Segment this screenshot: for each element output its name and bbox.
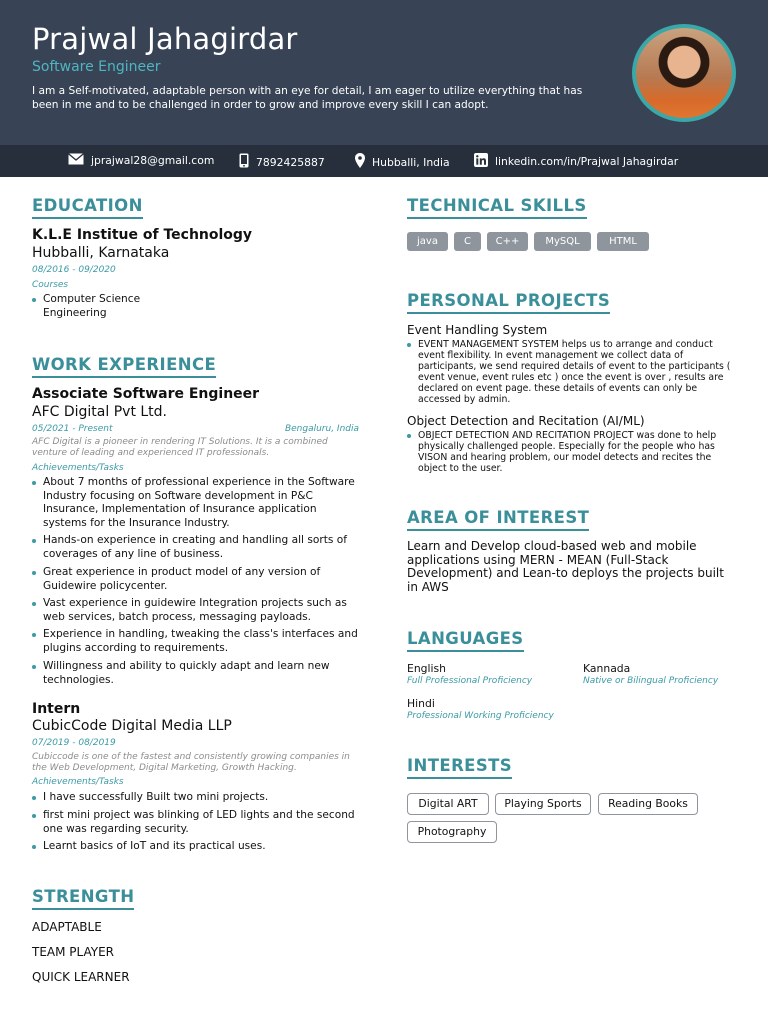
job-2-role: Intern xyxy=(32,701,81,717)
skill-tag: C xyxy=(454,232,481,251)
interest-tag: Photography xyxy=(407,821,497,843)
list-item: Learnt basics of IoT and its practical uses. xyxy=(32,840,362,854)
education-title: EDUCATION xyxy=(32,196,143,219)
language-level: Professional Working Proficiency xyxy=(407,711,554,721)
job-2-dates: 07/2019 - 08/2019 xyxy=(32,738,116,748)
list-item: About 7 months of professional experience in the Software Industry focusing on Software development in P&C Insurance, Implementation of Insurance application systems for the Insurance Industry. xyxy=(32,476,362,530)
list-item: I have successfully Built two mini projects. xyxy=(32,791,362,805)
languages-title: LANGUAGES xyxy=(407,629,524,652)
skill-tag: HTML xyxy=(597,232,649,251)
project-2-name: Object Detection and Recitation (AI/ML) xyxy=(407,414,645,428)
education-course-item: Computer Science Engineering xyxy=(32,293,172,320)
job-1-description: AFC Digital is a pioneer in rendering IT Solutions. It is a combined venture of leading and experienced IT professionals. xyxy=(32,437,328,458)
education-courses-label: Courses xyxy=(32,280,69,290)
phone-text: 7892425887 xyxy=(256,155,325,169)
job-1-company: AFC Digital Pvt Ltd. xyxy=(32,404,168,420)
language-name: English xyxy=(407,662,446,675)
interests-title: INTERESTS xyxy=(407,756,512,779)
list-item: Willingness and ability to quickly adapt and learn new technologies. xyxy=(32,660,362,687)
contact-bar xyxy=(0,145,768,177)
contact-email[interactable] xyxy=(68,153,214,168)
job-2-company: CubicCode Digital Media LLP xyxy=(32,718,232,734)
job-2-description: Cubiccode is one of the fastest and consistently growing companies in the Web Development, Digital Marketing, Growth Hacking. xyxy=(32,752,350,773)
strength-item: ADAPTABLE xyxy=(32,920,102,934)
skill-tag: C++ xyxy=(487,232,528,251)
profile-photo xyxy=(632,24,736,122)
area-of-interest-text: Learn and Develop cloud-based web and mobile applications using MERN - MEAN (Full-Stack Development) and Lean-to deploys the projects built in AWS xyxy=(407,539,724,594)
list-item: Hands-on experience in creating and handling all sorts of coverages of any line of business. xyxy=(32,534,362,561)
summary-text: I am a Self-motivated, adaptable person with an eye for detail, I am eager to utilize everything that has been in me and to be challenged in order to grow and improve every skill I can adopt. xyxy=(32,85,583,111)
interest-tag: Reading Books xyxy=(598,793,698,815)
education-dates: 08/2016 - 09/2020 xyxy=(32,265,116,275)
education-school: K.L.E Institue of Technology xyxy=(32,227,253,243)
project-1-description: EVENT MANAGEMENT SYSTEM helps us to arrange and conduct event flexibility. In event management we collect data of participants, we send required details of event to the participants ( event venue, event rules etc ) once the event is over , results are declared on event page. these details of events can only be accessed by admin. xyxy=(407,339,737,405)
strength-item: QUICK LEARNER xyxy=(32,970,130,984)
list-item: first mini project was blinking of LED lights and the second one was regarding security. xyxy=(32,809,362,836)
project-2-description: OBJECT DETECTION AND RECITATION PROJECT was done to help physically challenged people. Especially for the people who has VISON and hearing problem, our model detects and recites the object to the user. xyxy=(407,430,737,474)
linkedin-text: linkedin.com/in/Prajwal Jahagirdar xyxy=(495,155,679,168)
envelope-icon xyxy=(68,153,84,168)
job-2-achievements-label: Achievements/Tasks xyxy=(32,777,124,787)
candidate-name: Prajwal Jahagirdar xyxy=(32,22,298,56)
location-text: Hubballi, India xyxy=(372,155,450,169)
skill-tag: MySQL xyxy=(534,232,591,251)
linkedin-icon xyxy=(474,153,488,170)
job-1-achievements-label: Achievements/Tasks xyxy=(32,463,124,473)
technical-skills-title: TECHNICAL SKILLS xyxy=(407,196,587,219)
contact-phone[interactable] xyxy=(239,153,325,171)
language-level: Native or Bilingual Proficiency xyxy=(583,676,719,686)
language-level: Full Professional Proficiency xyxy=(407,676,533,686)
skill-tag: java xyxy=(407,232,448,251)
list-item: Experience in handling, tweaking the class's interfaces and plugins according to requirements. xyxy=(32,628,362,655)
job-1-location: Bengaluru, India xyxy=(284,424,359,434)
work-experience-title: WORK EXPERIENCE xyxy=(32,355,216,378)
resume-header xyxy=(0,0,768,145)
language-name: Hindi xyxy=(407,697,435,710)
strength-title: STRENGTH xyxy=(32,887,134,910)
job-1-dates: 05/2021 - Present xyxy=(32,424,113,434)
phone-icon xyxy=(239,153,249,171)
interest-tag: Digital ART xyxy=(407,793,489,815)
interest-tag: Playing Sports xyxy=(495,793,591,815)
strength-item: TEAM PLAYER xyxy=(32,945,115,959)
list-item: Great experience in product model of any version of Guidewire policycenter. xyxy=(32,566,362,593)
contact-location xyxy=(355,153,450,171)
contact-linkedin[interactable] xyxy=(474,153,678,170)
list-item: Vast experience in guidewire Integration projects such as web services, batch process, messaging payloads. xyxy=(32,597,362,624)
candidate-role: Software Engineer xyxy=(32,59,161,75)
education-place: Hubballi, Karnataka xyxy=(32,245,170,261)
language-name: Kannada xyxy=(583,662,631,675)
location-pin-icon xyxy=(355,153,365,171)
personal-projects-title: PERSONAL PROJECTS xyxy=(407,291,610,314)
project-1-name: Event Handling System xyxy=(407,323,548,337)
email-text: jprajwal28@gmail.com xyxy=(91,154,215,167)
area-of-interest-title: AREA OF INTEREST xyxy=(407,508,589,531)
job-1-role: Associate Software Engineer xyxy=(32,386,260,402)
